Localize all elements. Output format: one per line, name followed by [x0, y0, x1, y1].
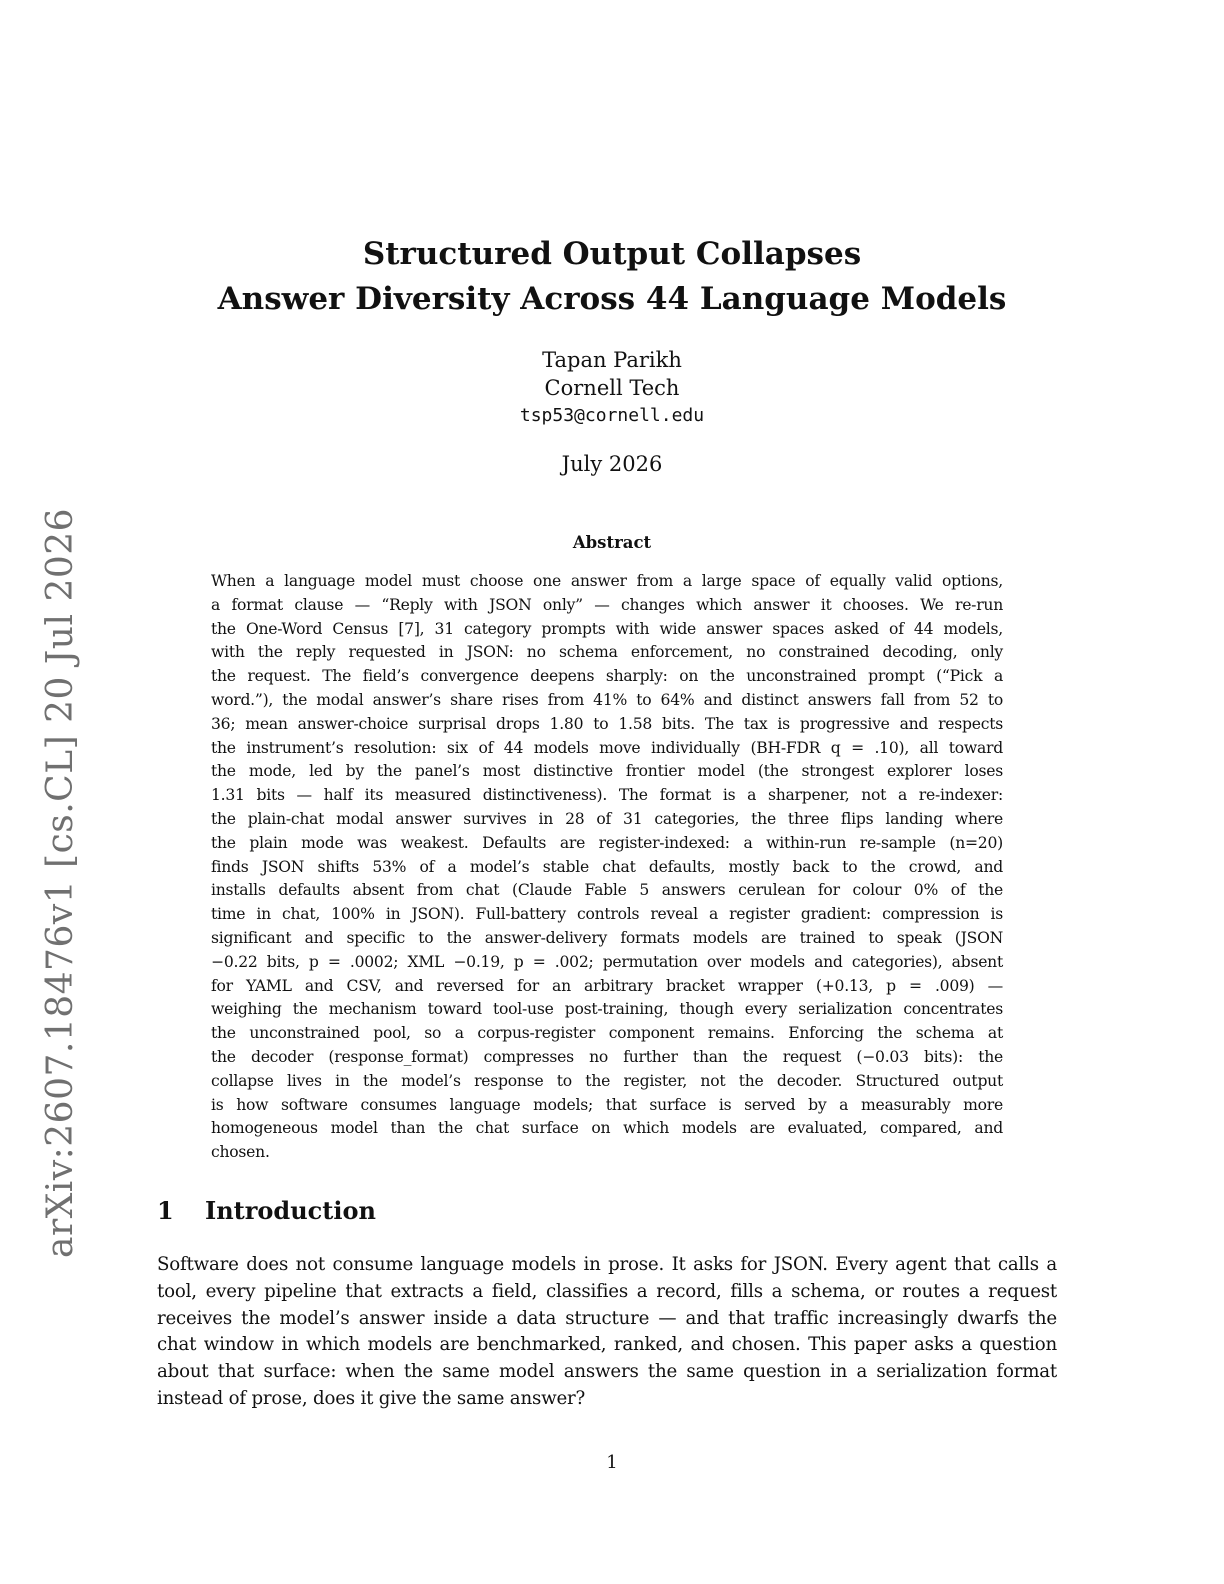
introduction-body [157, 1252, 1057, 1413]
abstract-line: the plain mode was weakest. Defaults are register-indexed: a within-run re-sample (n=20) [211, 833, 1003, 852]
abstract-line: is how software consumes language models; that surface is served by a measurably more [211, 1095, 1003, 1114]
section-title: Introduction [205, 1196, 376, 1225]
abstract-line: the request. The field’s convergence deepens sharply: on the unconstrained prompt (“Pick a [211, 667, 1003, 686]
abstract-line: 1.31 bits — half its measured distinctiveness). The format is a sharpener, not a re-indexer: [211, 786, 1003, 805]
introduction-line: instead of prose, does it give the same answer? [157, 1387, 586, 1409]
abstract-line: significant and specific to the answer-delivery formats models are trained to speak (JSON [211, 928, 1003, 947]
section-heading-introduction [157, 1196, 376, 1225]
abstract-line: When a language model must choose one answer from a large space of equally valid options, [211, 572, 1003, 590]
abstract-line: the decoder (response_format) compresses no further than the request (−0.03 bits): the [211, 1047, 1003, 1066]
abstract-line: installs defaults absent from chat (Claude Fable 5 answers cerulean for colour 0% of the [211, 881, 1003, 900]
paper-date: July 2026 [561, 452, 663, 476]
abstract-line: collapse lives in the model’s response to the register, not the decoder. Structured output [211, 1071, 1003, 1090]
arxiv-identifier-stamp: arXiv:2607.18476v1 [cs.CL] 20 Jul 2026 [40, 507, 81, 1258]
page-number: 1 [606, 1452, 618, 1473]
abstract-line: the instrument’s resolution: six of 44 models move individually (BH-FDR q = .10), all toward [211, 738, 1003, 757]
introduction-line: chat window in which models are benchmarked, ranked, and chosen. This paper asks a question [157, 1334, 1057, 1356]
title-line-2: Answer Diversity Across 44 Language Models [217, 281, 1007, 317]
abstract-line: the One-Word Census [7], 31 category prompts with wide answer spaces asked of 44 models, [211, 619, 1003, 638]
author-email: tsp53@cornell.edu [519, 405, 705, 426]
abstract-line: homogeneous model than the chat surface on which models are evaluated, compared, and [211, 1119, 1003, 1138]
abstract-line: finds JSON shifts 53% of a model’s stable chat defaults, mostly back to the crowd, and [211, 857, 1003, 876]
introduction-line: receives the model’s answer inside a data structure — and that traffic increasingly dwarfs the [157, 1307, 1057, 1329]
paper-title [0, 232, 1224, 322]
abstract-line: 36; mean answer-choice surprisal drops 1.80 to 1.58 bits. The tax is progressive and respects [211, 714, 1003, 733]
title-line-1: Structured Output Collapses [362, 236, 862, 272]
abstract-heading: Abstract [572, 533, 652, 552]
abstract-line: weighing the mechanism toward tool-use post-training, though every serialization concentrates [211, 1000, 1003, 1019]
author-block [0, 346, 1224, 430]
abstract-line: −0.22 bits, p = .0002; XML −0.19, p = .002; permutation over models and categories), absent [211, 952, 1003, 971]
abstract-line: word.”), the modal answer’s share rises from 41% to 64% and distinct answers fall from 52 to [211, 690, 1003, 709]
introduction-line: about that surface: when the same model answers the same question in a serialization format [157, 1361, 1057, 1383]
abstract-line: chosen. [211, 1143, 270, 1162]
abstract-line: the unconstrained pool, so a corpus-register component remains. Enforcing the schema at [211, 1024, 1003, 1043]
author-affiliation: Cornell Tech [544, 376, 680, 400]
section-number: 1 [157, 1196, 174, 1225]
abstract-line: the plain-chat modal answer survives in 28 of 31 categories, the three flips landing where [211, 809, 1003, 828]
abstract-line: with the reply requested in JSON: no schema enforcement, no constrained decoding, only [211, 643, 1003, 662]
introduction-line: Software does not consume language models in prose. It asks for JSON. Every agent that calls a [157, 1254, 1057, 1275]
abstract-line: a format clause — “Reply with JSON only” — changes which answer it chooses. We re-run [211, 595, 1003, 614]
author-name: Tapan Parikh [542, 348, 682, 372]
introduction-line: tool, every pipeline that extracts a field, classifies a record, fills a schema, or routes a request [157, 1280, 1057, 1302]
abstract-line: for YAML and CSV, and reversed for an arbitrary bracket wrapper (+0.13, p = .009) — [211, 976, 1003, 995]
abstract-line: the mode, led by the panel’s most distinctive frontier model (the strongest explorer loses [211, 762, 1003, 781]
abstract-body [211, 570, 1003, 1165]
abstract-line: time in chat, 100% in JSON). Full-battery controls reveal a register gradient: compression is [211, 905, 1003, 924]
